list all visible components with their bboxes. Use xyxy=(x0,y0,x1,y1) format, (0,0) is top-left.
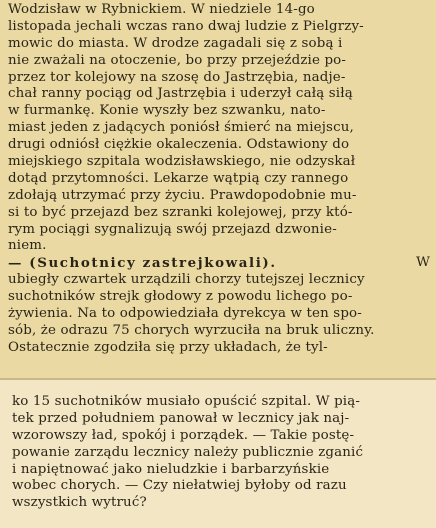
article-line: Ostatecznie zgodziła się przy układach, że tyl- xyxy=(8,339,328,355)
article-line: tek przed południem panował w lecznicy jak naj- xyxy=(12,410,350,426)
article-line: i napiętnować jako nieludzkie i barbarzyńskie xyxy=(12,461,330,477)
article-line: mowic do miasta. W drodze zagadali się z sobą i xyxy=(8,35,343,51)
section-heading-tail: W xyxy=(416,255,430,271)
article-line: ko 15 suchotników musiało opuścić szpital. W pią- xyxy=(12,394,361,409)
article-line: wobec chorych. — Czy niełatwiej byłoby od razu xyxy=(12,478,347,494)
article-line: przez tor kolejowy na szosę do Jastrzębia, nadje- xyxy=(8,69,346,85)
clipping-bottom-section xyxy=(0,378,436,528)
article-line: nie zważali na otoczenie, bo przy przejeździe po- xyxy=(8,52,347,68)
article-line: dotąd przytomności. Lekarze wątpią czy rannego xyxy=(8,170,349,186)
article-column-top xyxy=(8,2,430,357)
article-line: Wodzisław w Rybnickiem. W niedziele 14-go xyxy=(8,2,315,17)
article-line: miejskiego szpitala wodzisławskiego, nie odzyskał xyxy=(8,154,356,170)
article-line: żywienia. Na to odpowiedziała dyrekcya w ten spo- xyxy=(8,306,362,322)
article-line: ubiegły czwartek urządzili chorzy tutejszej lecznicy xyxy=(8,272,365,288)
article-line: suchotników strejk głodowy z powodu lichego po- xyxy=(8,289,353,305)
article-line: sób, że odrazu 75 chorych wyrzuciła na bruk uliczny. xyxy=(8,322,375,338)
article-line: listopada jechali wczas rano dwaj ludzie z Pielgrzy- xyxy=(8,18,364,34)
article-line: si to być przejazd bez szranki kolejowej, przy któ- xyxy=(8,204,353,220)
article-line: niem. xyxy=(8,238,47,254)
article-line: zdołają utrzymać przy życiu. Prawdopodobnie mu- xyxy=(8,187,357,203)
article-line: miast jeden z jadących poniósł śmierć na miejscu, xyxy=(8,120,354,136)
section-heading: — (Suchotnicy zastrejkowali). xyxy=(8,255,277,272)
article-line: w furmankę. Konie wyszły bez szwanku, nato- xyxy=(8,103,326,119)
article-line: chał ranny pociąg od Jastrzębia i uderzył całą siłą xyxy=(8,86,353,102)
article-line: wszystkich wytruć? xyxy=(12,495,147,511)
article-line: drugi odniósł ciężkie okaleczenia. Odstawiony do xyxy=(8,137,350,153)
section-heading-line xyxy=(8,255,430,272)
article-line: rym pociągi sygnalizują swój przejazd dzwonie- xyxy=(8,221,337,237)
article-column-bottom xyxy=(12,394,426,512)
article-line: wzorowszy ład, spokój i porządek. — Takie postę- xyxy=(12,427,355,443)
article-line: powanie zarządu lecznicy należy publicznie zganić xyxy=(12,444,364,460)
